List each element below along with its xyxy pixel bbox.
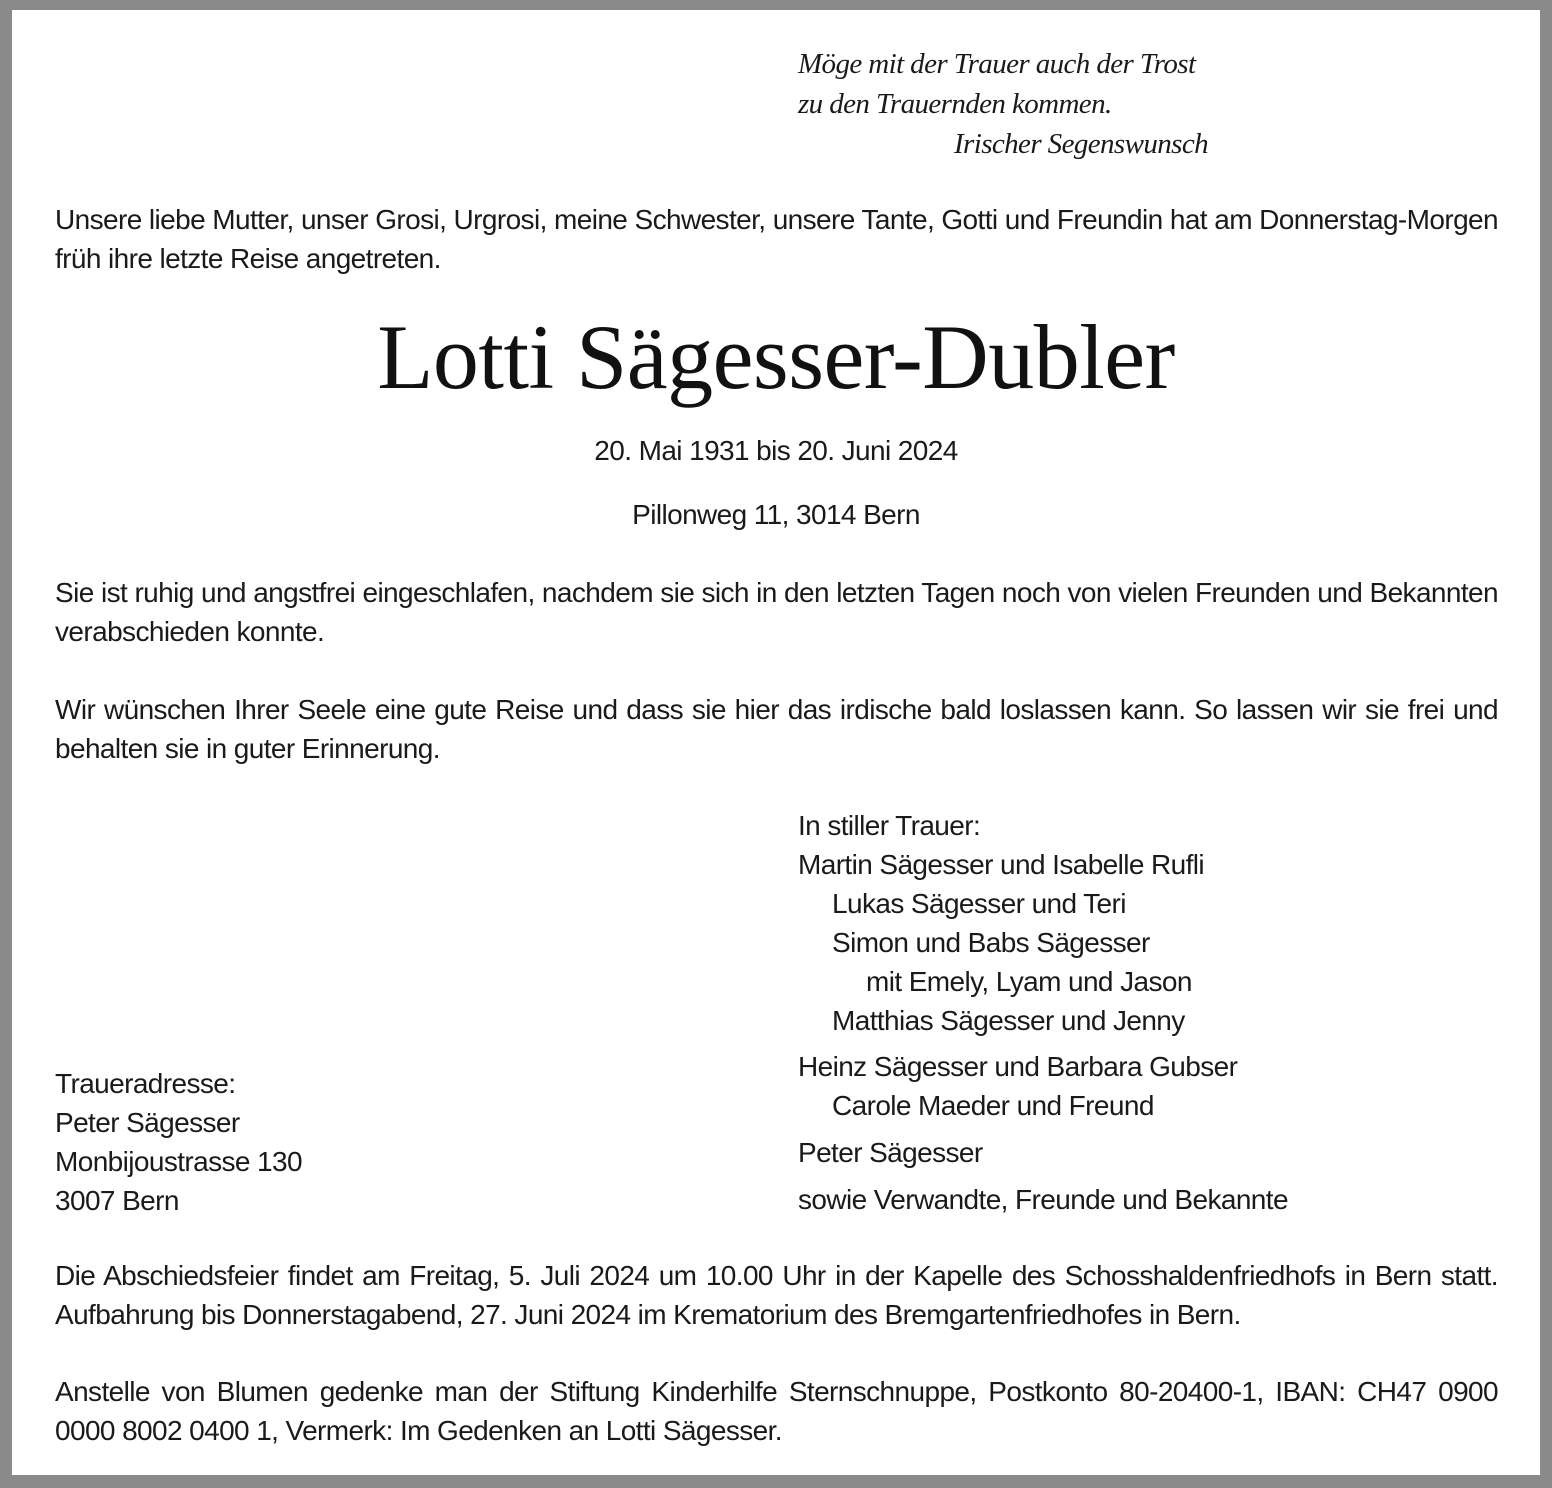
mourner-line: Martin Sägesser und Isabelle Rufli <box>798 849 1205 880</box>
life-dates: 20. Mai 1931 bis 20. Juni 2024 <box>594 435 958 466</box>
ceremony-paragraph: Die Abschiedsfeier findet am Freitag, 5. Juli 2024 um 10.00 Uhr in der Kapelle des Schosshaldenfriedhofs in Bern statt. Aufbahrung bis Donnerstagabend, 27. Juni 2024 im Krematorium des Bremgartenfriedhofes in Bern. <box>55 1260 1498 1330</box>
trauer-address-name: Peter Sägesser <box>55 1107 240 1138</box>
mourners-heading: In stiller Trauer: <box>798 810 981 841</box>
trauer-address-street: Monbijoustrasse 130 <box>55 1146 302 1177</box>
mourner-line: Peter Sägesser <box>798 1137 983 1168</box>
motto-line: zu den Trauernden kommen. <box>798 88 1112 120</box>
intro-paragraph: Unsere liebe Mutter, unser Grosi, Urgrosi, meine Schwester, unsere Tante, Gotti und Freundin hat am Donnerstag-Morgen früh ihre letzte Reise angetreten. <box>55 204 1498 274</box>
donation-paragraph: Anstelle von Blumen gedenke man der Stiftung Kinderhilfe Sternschnuppe, Postkonto 80-20400-1, IBAN: CH47 0900 0000 8002 0400 1, Vermerk: Im Gedenken an Lotti Sägesser. <box>55 1376 1498 1446</box>
motto-quote <box>798 44 1218 164</box>
trauer-address-city: 3007 Bern <box>55 1185 179 1216</box>
mourner-line: Carole Maeder und Freund <box>832 1090 1154 1121</box>
mourners-closing: sowie Verwandte, Freunde und Bekannte <box>798 1184 1288 1215</box>
deceased-name: Lotti Sägesser-Dubler <box>377 306 1175 408</box>
deceased-address: Pillonweg 11, 3014 Bern <box>632 499 920 530</box>
motto-line: Möge mit der Trauer auch der Trost <box>798 48 1196 80</box>
obituary-notice <box>12 10 1540 1475</box>
mourner-line: Lukas Sägesser und Teri <box>832 888 1126 919</box>
paragraph-wish: Wir wünschen Ihrer Seele eine gute Reise und dass sie hier das irdische bald loslassen kann. So lassen wir sie frei und behalten sie in guter Erinnerung. <box>55 694 1498 764</box>
mourner-line: Matthias Sägesser und Jenny <box>832 1005 1185 1036</box>
trauer-address-label: Traueradresse: <box>55 1068 236 1099</box>
motto-source: Irischer Segenswunsch <box>954 128 1208 160</box>
mourner-line: mit Emely, Lyam und Jason <box>866 966 1192 997</box>
mourner-line: Heinz Sägesser und Barbara Gubser <box>798 1051 1238 1082</box>
mourner-line: Simon und Babs Sägesser <box>832 927 1150 958</box>
trauer-address <box>55 1064 302 1220</box>
paragraph-farewell: Sie ist ruhig und angstfrei eingeschlafen, nachdem sie sich in den letzten Tagen noch von vielen Freunden und Bekannten verabschieden konnte. <box>55 577 1498 647</box>
mourners-list <box>798 806 1498 1219</box>
